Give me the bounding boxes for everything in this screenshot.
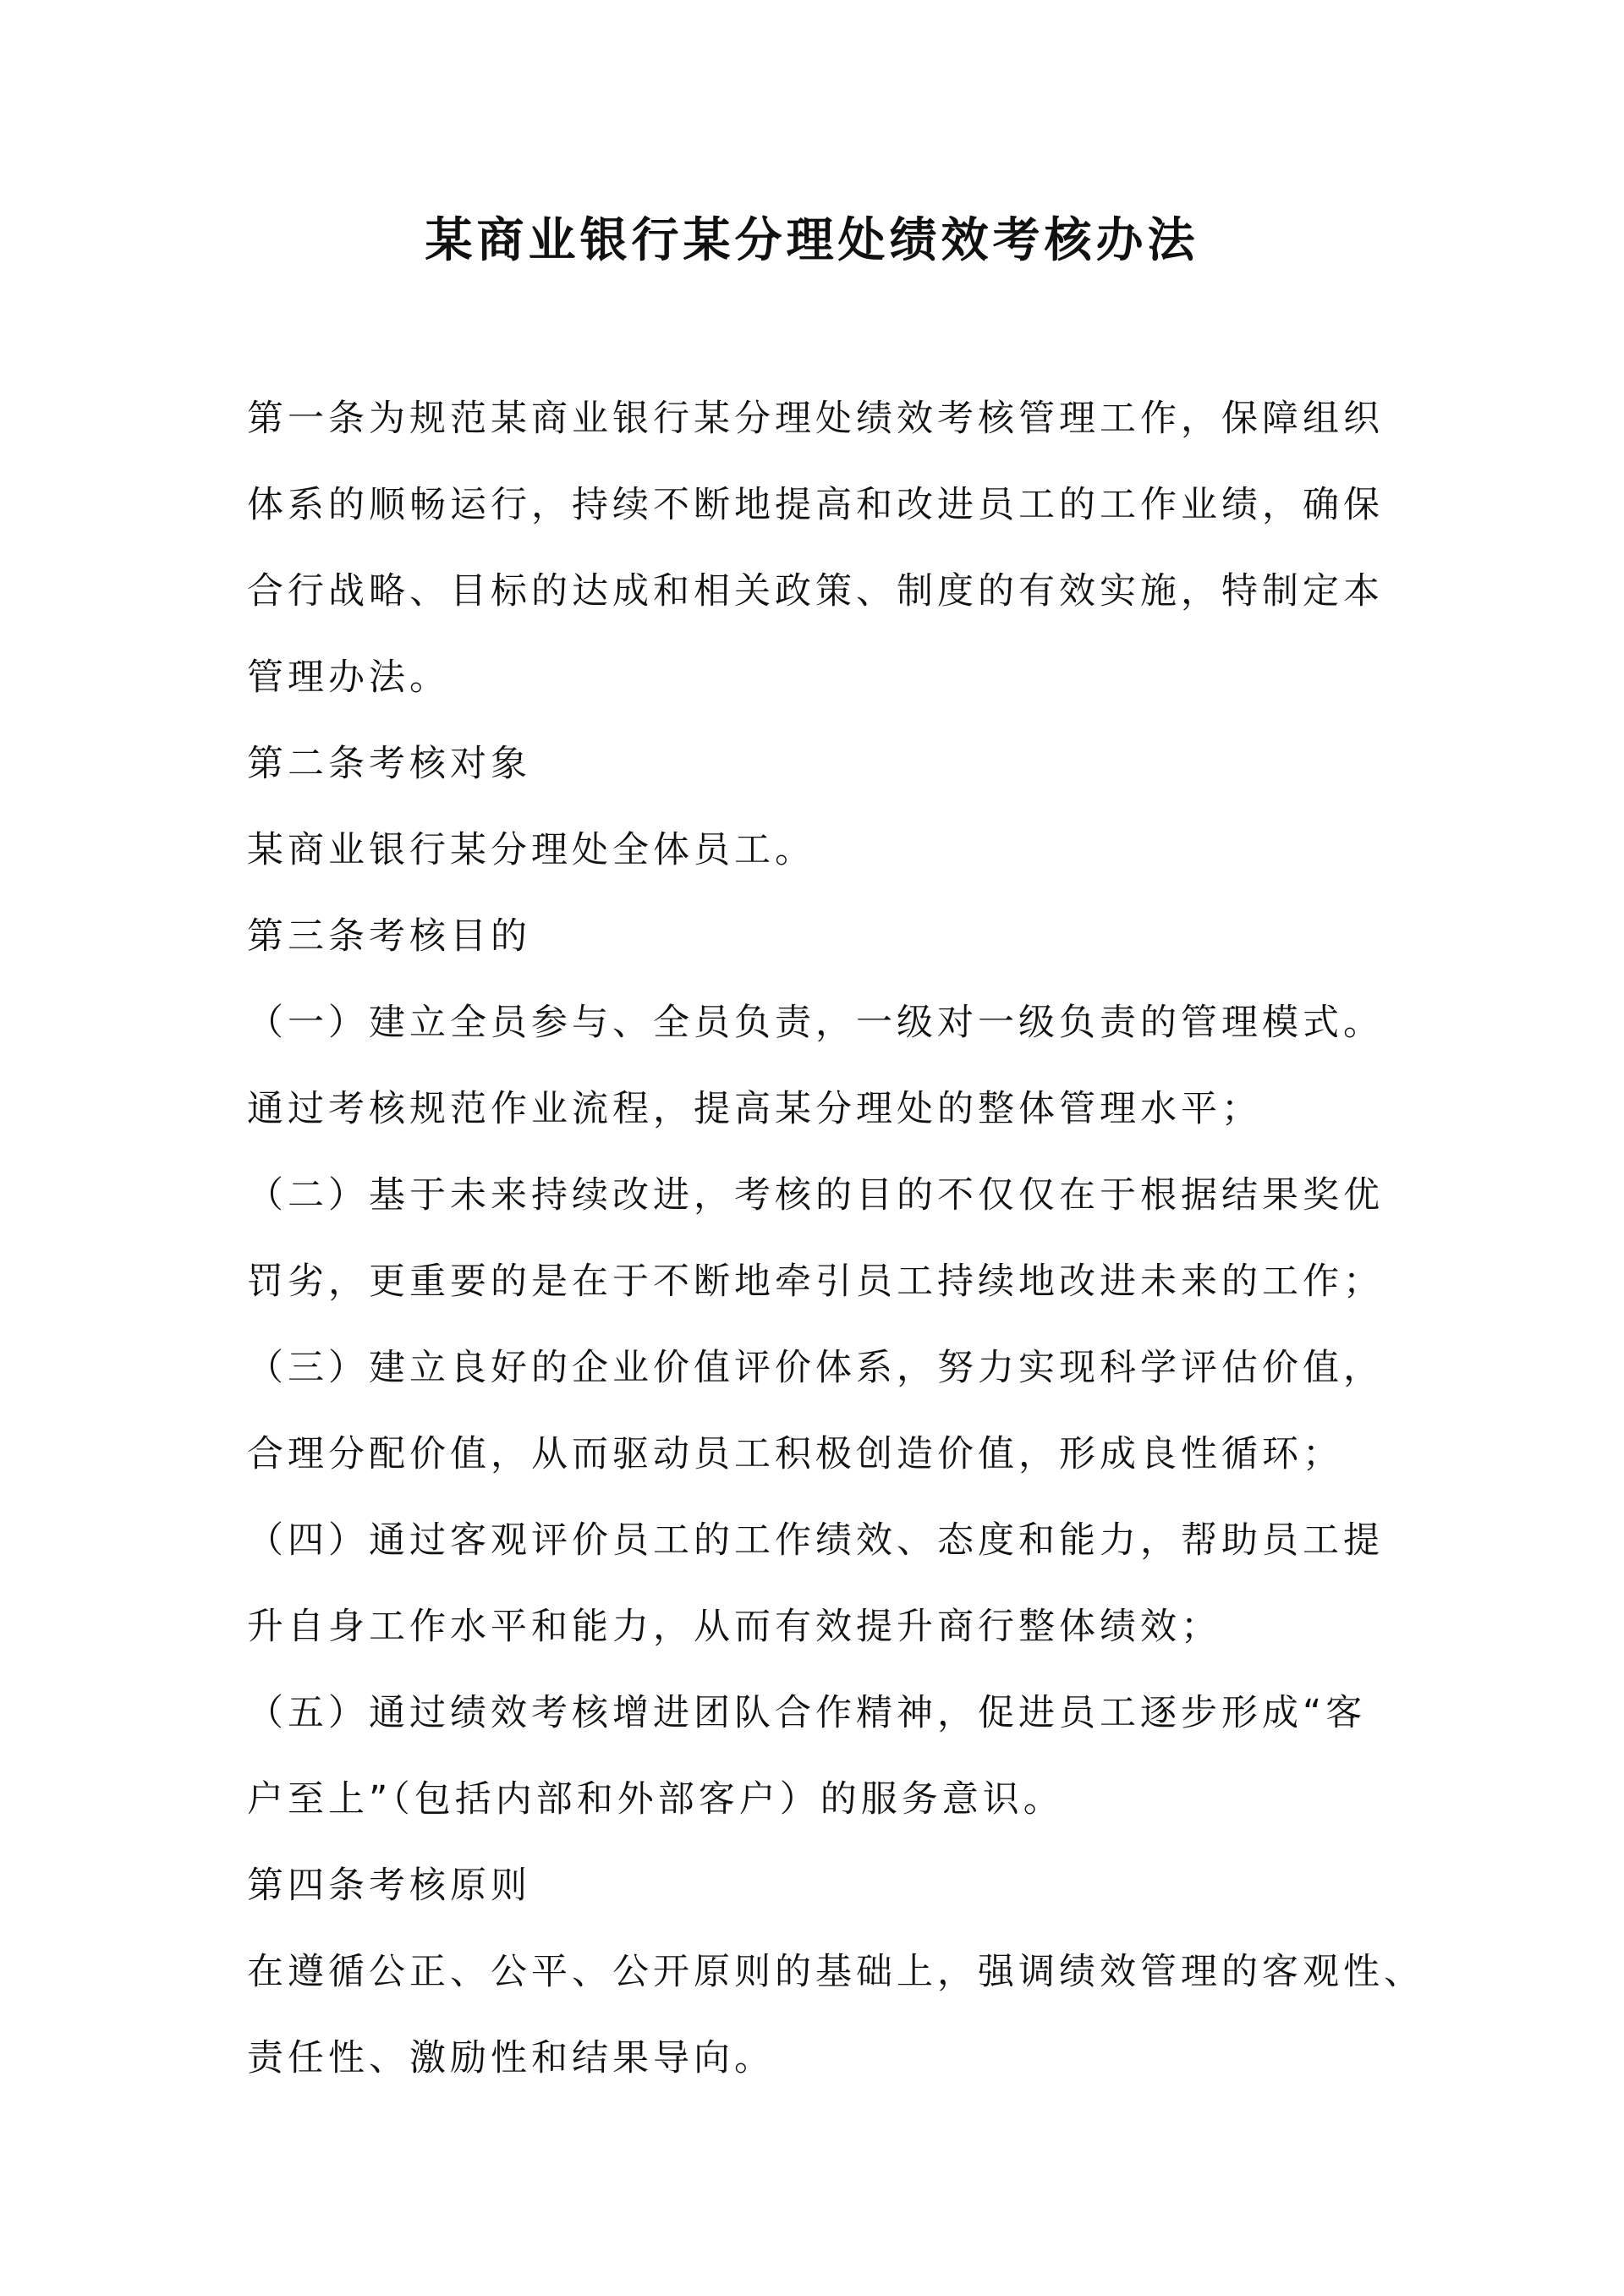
paragraph-line: （一）建立全员参与、全员负责，一级对一级负责的管理模式。 xyxy=(247,1002,1384,1044)
paragraph-line: 管理办法。 xyxy=(247,656,450,699)
paragraph-line: 在遵循公正、公平、公开原则的基础上，强调绩效管理的客观性、 xyxy=(247,1951,1424,1993)
paragraph-line: （二）基于未来持续改进，考核的目的不仅仅在于根据结果奖优 xyxy=(247,1174,1384,1217)
paragraph-line: 合行战略、目标的达成和相关政策、制度的有效实施，特制定本 xyxy=(247,570,1384,612)
article-heading: 第三条考核目的 xyxy=(247,915,531,958)
paragraph-line: （五）通过绩效考核增进团队合作精神，促进员工逐步形成“客 xyxy=(247,1692,1367,1734)
paragraph-line: 户至上”（包括内部和外部客户）的服务意识。 xyxy=(247,1778,1064,1821)
document-body xyxy=(247,376,1431,2101)
paragraph-line: （四）通过客观评价员工的工作绩效、态度和能力，帮助员工提 xyxy=(247,1519,1384,1562)
article-heading: 第二条考核对象 xyxy=(247,743,531,785)
paragraph-line: 罚劣，更重要的是在于不断地牵引员工持续地改进未来的工作； xyxy=(247,1261,1384,1303)
paragraph-line: （三）建立良好的企业价值评价体系，努力实现科学评估价值， xyxy=(247,1347,1384,1389)
article-heading: 第四条考核原则 xyxy=(247,1865,531,1907)
paragraph-line: 第一条为规范某商业银行某分理处绩效考核管理工作，保障组织 xyxy=(247,398,1384,440)
paragraph-line: 合理分配价值，从而驱动员工积极创造价值，形成良性循环； xyxy=(247,1433,1343,1475)
paragraph-line: 某商业银行某分理处全体员工。 xyxy=(247,829,815,871)
paragraph-line: 通过考核规范作业流程，提高某分理处的整体管理水平； xyxy=(247,1088,1262,1130)
paragraph-line: 升自身工作水平和能力，从而有效提升商行整体绩效； xyxy=(247,1606,1221,1648)
document-title: 某商业银行某分理处绩效考核办法 xyxy=(425,213,1199,268)
paragraph-line: 责任性、激励性和结果导向。 xyxy=(247,2037,775,2079)
paragraph-line: 体系的顺畅运行，持续不断地提高和改进员工的工作业绩，确保 xyxy=(247,484,1384,526)
